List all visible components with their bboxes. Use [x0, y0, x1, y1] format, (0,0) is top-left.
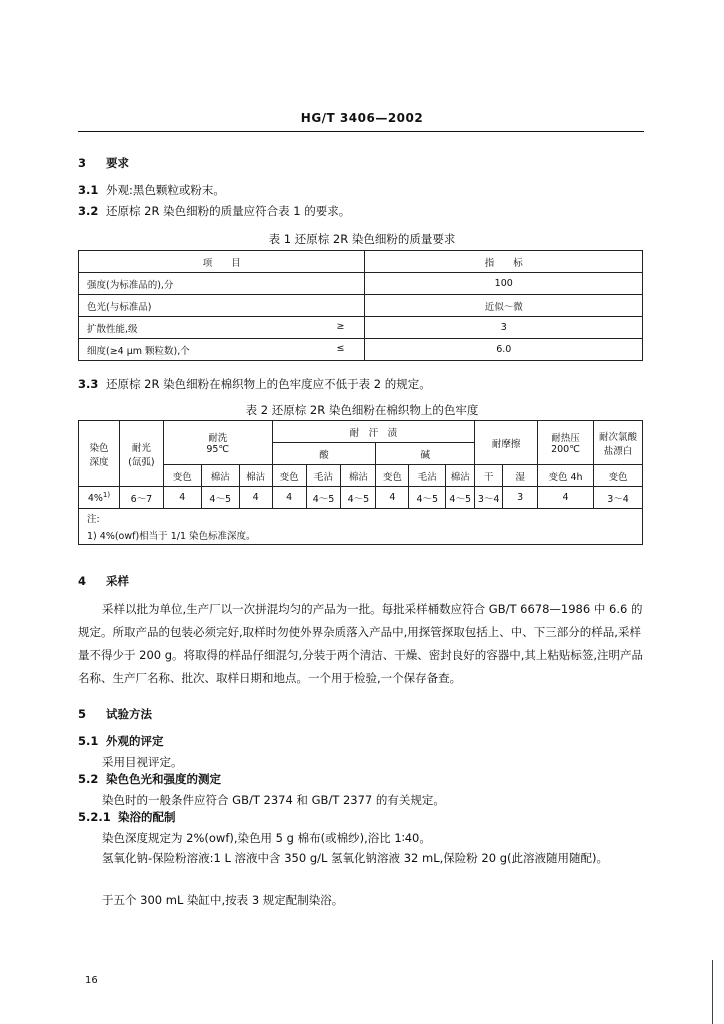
clause-5-2-1-baths: 于五个 300 mL 染缸中,按表 3 规定配制染浴。 [102, 893, 344, 907]
t2-header-wash: 耐洗 95℃ [163, 421, 272, 465]
t2-cell: 4 [538, 487, 594, 509]
t2-cell: 4 [272, 487, 306, 509]
depth-footnote-mark: 1) [102, 490, 111, 499]
clause-5-1-heading [78, 733, 164, 749]
clause-3-1 [78, 180, 225, 200]
section-3-heading [78, 155, 129, 171]
t2-header-acid: 酸 [272, 443, 376, 465]
table-1-caption: 表 1 还原棕 2R 染色细粉的质量要求 [268, 232, 456, 246]
t2-header-chlorine: 耐次氯酸 盐漂白 [593, 421, 642, 465]
t2-cell: 4～5 [201, 487, 239, 509]
row-item: 细度(≥4 μm 颗粒数),个 [87, 345, 190, 357]
table-1-row [79, 317, 365, 339]
clause-number: 3.3 [78, 377, 99, 391]
t2-header-alkali: 碱 [376, 443, 475, 465]
clause-text: 外观:黑色颗粒或粉末。 [106, 183, 225, 197]
header-rule [78, 131, 644, 132]
clause-number: 5.2 [78, 772, 99, 786]
clause-number: 3.2 [78, 204, 99, 218]
row-item: 扩散性能,级 [87, 323, 138, 335]
clause-5-2-1-text: 染色深度规定为 2%(owf),染色用 5 g 棉布(或棉纱),浴比 1∶40。 [102, 831, 431, 845]
clause-5-2-1-solution: 氢氧化钠-保险粉溶液:1 L 溶液中含 350 g/L 氢氧化钠溶液 32 mL,保险粉 20 g(此溶液随用随配)。 [102, 851, 608, 865]
row-value: 3 [365, 317, 643, 339]
table-row [79, 487, 643, 509]
clause-title: 外观的评定 [106, 734, 164, 748]
t2-cell: 4 [163, 487, 201, 509]
section-title: 采样 [106, 574, 129, 588]
table-2 [78, 420, 643, 545]
t2-subheader: 变色 4h [538, 465, 594, 487]
t2-cell: 3～4 [593, 487, 642, 509]
row-value: 近似～微 [365, 295, 643, 317]
clause-text: 还原棕 2R 染色细粉在棉织物上的色牢度应不低于表 2 的规定。 [106, 377, 431, 391]
clause-5-2-1-heading [78, 809, 176, 825]
section-5-heading [78, 706, 152, 722]
sampling-paragraph: 采样以批为单位,生产厂以一次拼混均匀的产品为一批。每批采样桶数应符合 GB/T 6678—1986 中 6.6 的规定。所取产品的包装必须完好,取样时勿使外界杂质落入产品中,用探管探取包括上、中、下三部分的样品,采样量不得少于 200 g。将取得的样品仔细混匀,分装于两个清洁、干燥、密封良好的容器中,其上粘贴标签,注明产品名称、生产厂名称、批次、取样日期和地点。一个用于检验,一个保存备查。 [78, 602, 644, 685]
t2-subheader: 棉沾 [341, 465, 376, 487]
t2-note: 1) 4%(owf)相当于 1/1 染色标准深度。 [79, 527, 643, 545]
row-operator: ≤ [336, 342, 345, 354]
t2-header-rub: 耐摩擦 [475, 421, 538, 465]
t2-header-sweat: 耐 汗 渍 [272, 421, 475, 443]
t2-subheader: 湿 [503, 465, 538, 487]
section-title: 要求 [106, 156, 129, 170]
t2-cell: 3 [503, 487, 538, 509]
t2-subheader: 变色 [272, 465, 306, 487]
t2-subheader: 干 [475, 465, 503, 487]
clause-5-1-text: 采用目视评定。 [102, 755, 183, 769]
row-value: 6.0 [365, 339, 643, 361]
t2-subheader: 毛沾 [409, 465, 446, 487]
t2-subheader: 变色 [163, 465, 201, 487]
t2-subheader: 棉沾 [446, 465, 475, 487]
t2-cell: 4～5 [446, 487, 475, 509]
t2-cell: 4～5 [306, 487, 341, 509]
depth-value: 4% [87, 493, 103, 505]
table-1-row [79, 273, 365, 295]
table-1 [78, 250, 643, 361]
clause-title: 染浴的配制 [118, 810, 176, 824]
t2-note-label: 注: [79, 509, 643, 527]
row-item: 强度(为标准品的),分 [87, 279, 174, 291]
t2-depth-cell [79, 487, 120, 509]
t2-cell: 6～7 [119, 487, 163, 509]
table-2-caption: 表 2 还原棕 2R 染色细粉在棉织物上的色牢度 [245, 403, 479, 417]
t2-subheader: 棉沾 [201, 465, 239, 487]
clause-number: 5.2.1 [78, 810, 111, 824]
t2-header-heat: 耐热压 200℃ [538, 421, 594, 465]
clause-number: 5.1 [78, 734, 99, 748]
page-number: 16 [85, 975, 98, 986]
t2-cell: 4～5 [409, 487, 446, 509]
standard-code-header: HG/T 3406—2002 [300, 111, 424, 125]
t2-subheader: 变色 [593, 465, 642, 487]
section-title: 试验方法 [106, 707, 152, 721]
t2-cell: 4～5 [341, 487, 376, 509]
t2-header-light: 耐光 (氙弧) [119, 421, 163, 487]
section-number: 5 [78, 707, 87, 721]
table-1-header-item: 项 目 [79, 251, 365, 273]
row-item: 色光(与标准品) [87, 301, 152, 313]
table-1-row [79, 295, 365, 317]
clause-number: 3.1 [78, 183, 99, 197]
t2-cell: 3～4 [475, 487, 503, 509]
t2-header-depth: 染色 深度 [79, 421, 120, 487]
clause-5-2-text: 染色时的一般条件应符合 GB/T 2374 和 GB/T 2377 的有关规定。 [102, 793, 445, 807]
t2-subheader: 变色 [376, 465, 409, 487]
row-value: 100 [365, 273, 643, 295]
clause-3-3 [78, 374, 431, 394]
table-1-header-value: 指 标 [365, 251, 643, 273]
clause-text: 还原棕 2R 染色细粉的质量应符合表 1 的要求。 [106, 204, 351, 218]
t2-subheader: 棉沾 [239, 465, 272, 487]
margin-mark [712, 960, 713, 1024]
t2-subheader: 毛沾 [306, 465, 341, 487]
section-4-heading [78, 573, 129, 589]
table-1-row [79, 339, 365, 361]
clause-3-2 [78, 201, 350, 221]
row-operator: ≥ [336, 320, 345, 332]
section-number: 4 [78, 574, 87, 588]
t2-cell: 4 [239, 487, 272, 509]
t2-cell: 4 [376, 487, 409, 509]
section-number: 3 [78, 156, 87, 170]
clause-title: 染色色光和强度的测定 [106, 772, 221, 786]
clause-5-2-heading [78, 771, 221, 787]
